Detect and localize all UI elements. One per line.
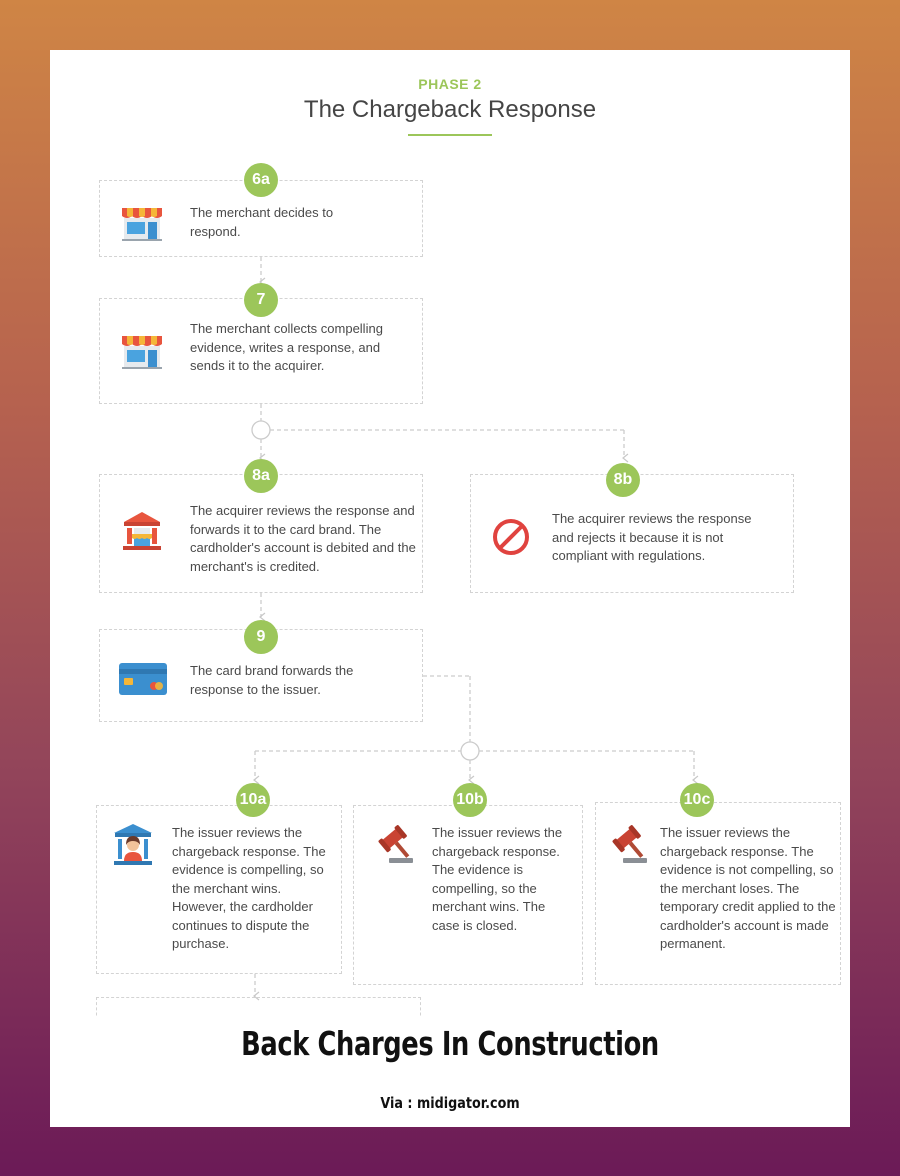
step-badge-8b: 8b [606,463,640,497]
credit-card-icon [119,663,167,700]
step-text-6a: The merchant decides to respond. [190,205,334,239]
step-badge-10a: 10a [236,783,270,817]
step-text-9: The card brand forwards the response to the issuer. [190,663,354,697]
step-badge-6a: 6a [244,163,278,197]
step-badge-8a: 8a [244,459,278,493]
footer [50,1016,850,1127]
step-badge-9: 9 [244,620,278,654]
step-text-10b: The issuer reviews the chargeback response. The evidence is compelling, so the merchant wins. The case is closed. [432,825,563,933]
issuer-bank-icon [112,823,154,872]
prohibited-icon [491,517,531,562]
step-text-7: The merchant collects compelling evidence, writes a response, and sends it to the acquirer. [190,321,383,373]
step-text-8b: The acquirer reviews the response and rejects it because it is not compliant with regulations. [552,511,752,563]
step-badge-10b: 10b [453,783,487,817]
footer-title: Back Charges In Construction [241,1024,659,1063]
step-badge-10c: 10c [680,783,714,817]
page-title: The Chargeback Response [303,96,597,123]
infographic-card [50,50,850,1127]
step-badge-7: 7 [244,283,278,317]
step-text-10a: The issuer reviews the chargeback response. The evidence is compelling, so the merchant wins. However, the cardholder continues to dispute the purchase. [172,825,326,951]
phase-label: PHASE 2 [418,76,482,92]
footer-source: Via : midigator.com [380,1094,520,1112]
storefront-icon [120,204,164,247]
connector-lines [50,50,850,1127]
bank-icon [120,510,164,559]
gavel-icon [375,825,417,870]
storefront-icon [120,332,164,375]
step-text-8a: The acquirer reviews the response and forwards it to the card brand. The cardholder's account is debited and the merchant's is credited. [190,503,416,574]
step-text-10c: The issuer reviews the chargeback response. The evidence is not compelling, so the merchant loses. The temporary credit applied to the cardholder's account is made permanent. [660,825,836,951]
gavel-icon [609,825,651,870]
